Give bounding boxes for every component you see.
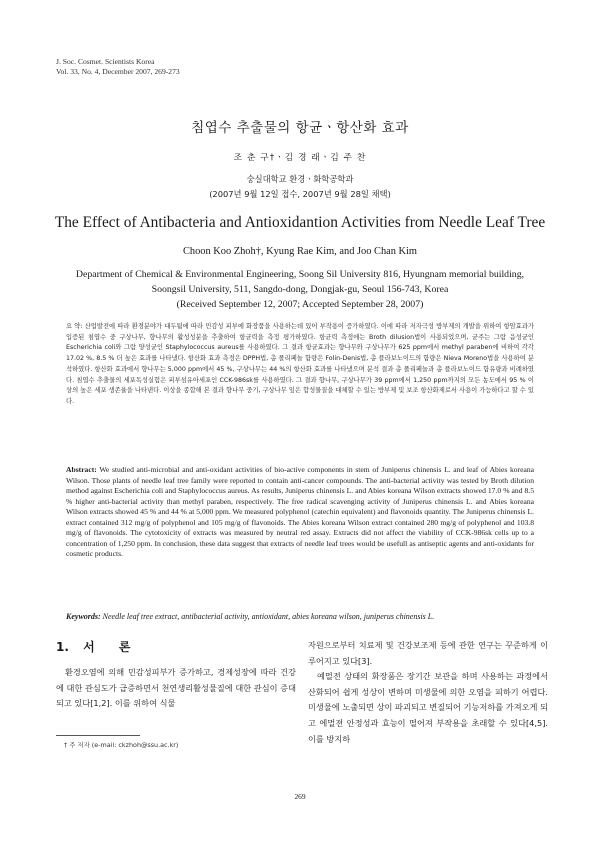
page-number: 269 bbox=[294, 792, 306, 801]
abstract-english bbox=[66, 465, 534, 560]
affiliation-line-2: Soongsil University, 511, Sangdo-dong, Dongjak-gu, Seoul 156-743, Korea bbox=[151, 283, 449, 295]
intro-paragraph-left: 환경오염에 의해 민감성피부가 증가하고, 경제성장에 따라 건강에 대한 관심도가 급증하면서 천연생리활성물질에 대한 관심이 증대되고 있다[1,2]. 이를 위하여 식물 bbox=[56, 667, 296, 709]
abstract-korean: 요 약: 산업발전에 따라 환경분야가 대두됨에 따라 민감성 피부에 화장품을 사용하는데 있어 부작용이 증가하였다. 이에 따라 저자극성 방부제의 개발을 위하여 항암효과가 입증된 침엽수 중 구상나무, 향나무의 활성성분을 추출하여 항균력을 측정 평가하였다. 항균력 측정에는 Broth dilusion법이 사용되었으며, 균주는 그람 음성균인 Escherichia coli와 그람 양성균인 Staphylococcus aureus를 사용하였다. 그 결과 항균효과는 향나무와 구상나무가 625 ppm에서 methyl paraben에 비하여 각각 17.02 %, 8.5 % 더 높은 효과를 나타냈다. 항산화 효과 측정은 DPPH법, 총 폴리페놀 함량은 Folin-Denis법, 총 플라보노이드의 함량은 Nieva Moreno법을 사용하여 분석하였다. 항산화 효과에서 향나무는 5,000 ppm에서 45 %, 구상나무는 44 %의 항산화 효과를 나타냈으며 분석 결과 총 폴리페놀과 총 플라보노이드 함유량과 비례하였다. 침엽수 추출물의 세포독성실험은 피부섬유아세포인 CCK-986sk를 사용하였다. 그 결과 향나무, 구상나무가 39 ppm에서 1,250 ppm까지의 모든 농도에서 95 % 이상의 높은 세포 생존율을 나타낸다. 이상을 종합해 본 결과 향나무 중기, 구상나무 잎은 합성물질을 대체할 수 있는 방부제 및 보조 항산화제로서 사용이 가능하다고 할 수 있다. bbox=[66, 323, 534, 405]
received-dates: (Received September 12, 2007; Accepted September 28, 2007) bbox=[176, 298, 424, 310]
dates-korean: (2007년 9월 12일 접수, 2007년 9월 28일 채택) bbox=[209, 189, 391, 199]
footnote-divider bbox=[56, 735, 140, 736]
affiliation-line-1: Department of Chemical & Environmental Engineering, Soong Sil University 816, Hyungnam memorial building, bbox=[75, 269, 525, 280]
title-english: The Effect of Antibacteria and Antioxidantion Activities from Needle Leaf Tree bbox=[54, 214, 546, 231]
abstract-text: We studied anti-microbial and anti-oxidant activities of bio-active components in stem of Juniperus chinensis L. and leaf of Abies koreana Wilson. Those plants of needle leaf tree family were reported to contain anti-cancer compounds. The anti-bacterial activity was tested by Broth dilution method against Escherichia coli and Staphylococcus aureus. As results, Juniperus chinensis L. and Abies koreana Wilson extracts showed 17.0 % and 8.5 % higher anti-bacterial activity than methyl paraben, respectively. The free radical scavenging activity of Juniperus chinensis L. and Abies koreana Wilson extracts showed 45 % and 44 % at 5,000 ppm. We measured polyphenol (catechin equivalent) and flavonoids quantity. The Juniperus chinensis L. extract contained 312 mg/g of polyphenol and 105 mg/g of flavonoids. The Abies koreana Wilson extract contained 280 mg/g of polyphenol and 103.8 mg/g of flavonoids. The cytotoxicity of extracts was measured by neutral red assay. Extracts did not affect the viability of CCK-986sk cells up to a concentration of 1,250 ppm. In conclusion, these data suggest that extracts of needle leaf trees would be usefull as antiseptic agents and anti-oxidants for cosmetic products. bbox=[66, 465, 534, 558]
abstract-label: Abstract: bbox=[66, 465, 97, 474]
keywords bbox=[66, 612, 534, 621]
intro-paragraph-right-1: 자원으로부터 치료제 및 건강보조제 등에 관한 연구는 꾸준하게 이루어지고 있다[3]. bbox=[308, 640, 548, 666]
running-head bbox=[56, 57, 180, 77]
section-number: 1. bbox=[56, 640, 69, 654]
journal-name: J. Soc. Cosmet. Scientists Korea bbox=[56, 57, 155, 66]
section-heading bbox=[56, 638, 296, 655]
keywords-label: Keywords: bbox=[66, 612, 101, 621]
intro-paragraph-right-2: 예멀전 상태의 화장품은 장기간 보관을 하며 사용하는 과정에서 산화되어 쉽게 성상이 변하며 미생물에 의한 오염을 피하기 어렵다. 미생물에 노출되면 상이 파괴되고 변질되어 기능저하를 가져오게 되고 에멀젼 안정성과 효능이 떨어져 부작용을 초래할 수 있다[4,5]. 이를 방지하 bbox=[308, 671, 548, 744]
keywords-text: Needle leaf tree extract, antibacterial activity, antioxidant, abies koreana wilson, juniperus chinensis L. bbox=[102, 612, 435, 621]
authors-english: Choon Koo Zhoh†, Kyung Rae Kim, and Joo Chan Kim bbox=[182, 246, 418, 257]
affiliation-korean-name: 숭실대학교 환경ㆍ화학공학과 bbox=[246, 174, 354, 184]
body-column-left bbox=[56, 638, 296, 712]
authors-korean: 조 춘 구†ㆍ김 경 래ㆍ김 주 찬 bbox=[233, 153, 367, 163]
body-column-right bbox=[308, 638, 548, 747]
section-title: 서 론 bbox=[83, 640, 141, 654]
footnote: † 주 저자 (e-mail: ckzhoh@ssu.ac.kr) bbox=[64, 741, 179, 749]
title-korean: 침엽수 추출물의 항균ㆍ항산화 효과 bbox=[191, 120, 409, 136]
volume-info: Vol. 33, No. 4, December 2007, 269-273 bbox=[56, 67, 180, 76]
affiliation-english bbox=[38, 268, 562, 312]
affiliation-korean bbox=[0, 172, 600, 202]
